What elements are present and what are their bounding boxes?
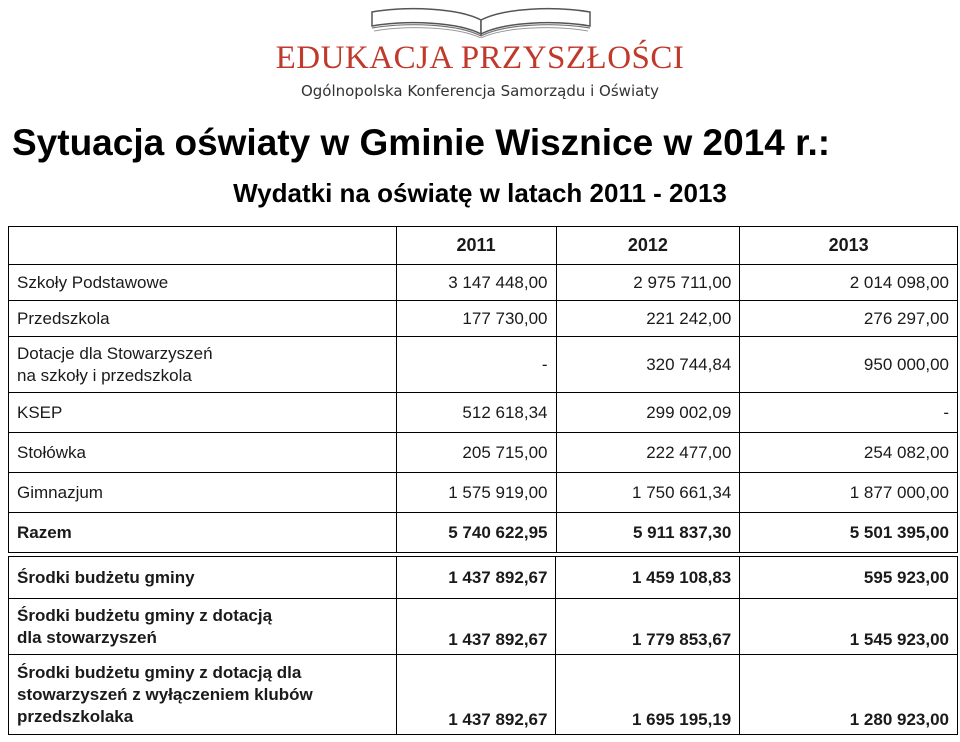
value-cell: 1 280 923,00 <box>740 655 958 735</box>
value-cell: 5 501 395,00 <box>740 513 958 553</box>
row-label: Razem <box>9 513 397 553</box>
value-cell: 1 459 108,83 <box>556 557 740 599</box>
table-row <box>9 599 958 655</box>
value-cell: - <box>740 393 958 433</box>
value-cell: 276 297,00 <box>740 301 958 337</box>
value-cell: 2 975 711,00 <box>556 265 740 301</box>
row-label: Gimnazjum <box>9 473 397 513</box>
value-cell: 1 877 000,00 <box>740 473 958 513</box>
table-row <box>9 393 958 433</box>
value-cell: 1 750 661,34 <box>556 473 740 513</box>
slide-title: Sytuacja oświaty w Gminie Wisznice w 2014 r.: <box>12 122 831 163</box>
row-label: Szkoły Podstawowe <box>9 265 397 301</box>
row-label: Przedszkola <box>9 301 397 337</box>
brand-title: EDUKACJA PRZYSZŁOŚCI <box>275 40 685 76</box>
header-cell-empty <box>9 227 397 265</box>
value-cell: 205 715,00 <box>396 433 556 473</box>
row-label: Środki budżetu gminy z dotacją dla stowarzyszeń z wyłączeniem klubów przedszkolaka <box>9 655 397 735</box>
open-book-icon <box>368 4 594 38</box>
value-cell: 5 911 837,30 <box>556 513 740 553</box>
row-label: Dotacje dla Stowarzyszeń na szkoły i przedszkola <box>9 337 397 393</box>
value-cell: 1 437 892,67 <box>396 655 556 735</box>
value-cell: 222 477,00 <box>556 433 740 473</box>
row-label: KSEP <box>9 393 397 433</box>
table-header-row <box>9 227 958 265</box>
value-cell: 5 740 622,95 <box>396 513 556 553</box>
value-cell: 299 002,09 <box>556 393 740 433</box>
value-cell: 177 730,00 <box>396 301 556 337</box>
brand-subtitle: Ogólnopolska Konferencja Samorządu i Oświaty <box>300 82 660 100</box>
value-cell: 595 923,00 <box>740 557 958 599</box>
value-cell: 3 147 448,00 <box>396 265 556 301</box>
row-label: Środki budżetu gminy <box>9 557 397 599</box>
value-cell: 254 082,00 <box>740 433 958 473</box>
slide-subtitle: Wydatki na oświatę w latach 2011 - 2013 <box>233 178 727 208</box>
value-cell: 1 575 919,00 <box>396 473 556 513</box>
header-cell-2011: 2011 <box>396 227 556 265</box>
value-cell: 2 014 098,00 <box>740 265 958 301</box>
funding-table <box>8 556 958 735</box>
table-row <box>9 337 958 393</box>
value-cell: 1 437 892,67 <box>396 557 556 599</box>
conference-header <box>0 0 960 110</box>
value-cell: 221 242,00 <box>556 301 740 337</box>
value-cell: 1 545 923,00 <box>740 599 958 655</box>
value-cell: - <box>396 337 556 393</box>
table-row <box>9 301 958 337</box>
table-row <box>9 473 958 513</box>
header-cell-2012: 2012 <box>556 227 740 265</box>
value-cell: 1 695 195,19 <box>556 655 740 735</box>
value-cell: 1 779 853,67 <box>556 599 740 655</box>
value-cell: 512 618,34 <box>396 393 556 433</box>
header-cell-2013: 2013 <box>740 227 958 265</box>
row-label: Środki budżetu gminy z dotacją dla stowarzyszeń <box>9 599 397 655</box>
value-cell: 320 744,84 <box>556 337 740 393</box>
expenses-table <box>8 226 958 553</box>
row-label: Stołówka <box>9 433 397 473</box>
total-row <box>9 513 958 553</box>
value-cell: 1 437 892,67 <box>396 599 556 655</box>
table-row <box>9 433 958 473</box>
value-cell: 950 000,00 <box>740 337 958 393</box>
table-row <box>9 655 958 735</box>
table-row <box>9 265 958 301</box>
table-row <box>9 557 958 599</box>
